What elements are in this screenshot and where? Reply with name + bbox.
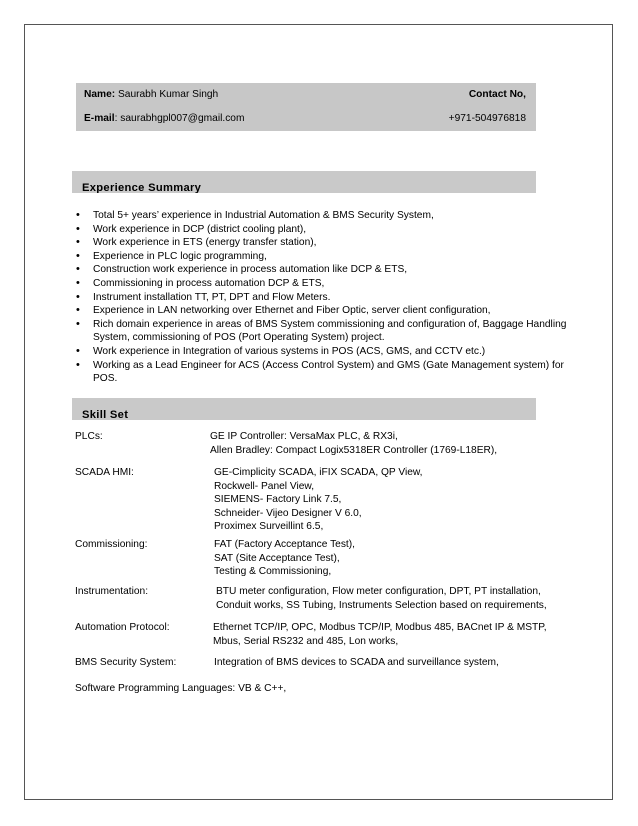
skill-line: BTU meter configuration, Flow meter configuration, DPT, PT installation, [216, 586, 541, 597]
list-item: • Work experience in ETS (energy transfer station), [75, 236, 575, 250]
list-item: • Working as a Lead Engineer for ACS (Access Control System) and GMS (Gate Management system) for POS. [75, 359, 575, 386]
skill-label: PLCs: [75, 431, 103, 442]
list-item: • Total 5+ years’ experience in Industrial Automation & BMS Security System, [75, 209, 575, 223]
skill-label: Commissioning: [75, 539, 148, 550]
skill-line: FAT (Factory Acceptance Test), [214, 539, 355, 550]
skill-line: Schneider- Vijeo Designer V 6.0, [214, 507, 362, 519]
phone-value: +971-504976818 [448, 113, 526, 124]
contact-header [76, 83, 536, 131]
name-value: Saurabh Kumar Singh [117, 89, 219, 100]
skill-line: SIEMENS- Factory Link 7.5, [214, 494, 342, 506]
email-label: E-mail [84, 113, 115, 124]
email-value: saurabhgpl007@gmail.com [120, 113, 245, 124]
list-item: • Rich domain experience in areas of BMS System commissioning and configuration of, Baggage Handling System, commissioning of POS (Port Operating System) project. [75, 318, 575, 345]
contact-label: Contact No, [468, 89, 526, 100]
list-item: • Work experience in Integration of various systems in POS (ACS, GMS, and CCTV etc.) [75, 345, 575, 359]
skill-label: BMS Security System: [75, 657, 177, 668]
skill-line: Conduit works, SS Tubing, Instruments Selection based on requirements, [216, 599, 547, 611]
skill-line: Allen Bradley: Compact Logix5318ER Controller (1769-L18ER), [210, 444, 498, 456]
skill-line: GE IP Controller: VersaMax PLC, & RX3i, [210, 431, 398, 442]
skill-line: Rockwell- Panel View, [214, 480, 315, 492]
name-label: Name: [84, 89, 116, 100]
skill-line: Ethernet TCP/IP, OPC, Modbus TCP/IP, Modbus 485, BACnet IP & MSTP, [213, 622, 547, 633]
skills-title: Skill Set [82, 409, 129, 420]
skills-section-header [72, 398, 536, 420]
list-item: • Experience in LAN networking over Ethernet and Fiber Optic, server client configuration, [75, 304, 575, 318]
skill-line: Mbus, Serial RS232 and 485, Lon works, [213, 635, 399, 647]
email-separator: : [114, 113, 118, 124]
experience-list [75, 209, 575, 386]
list-item: • Instrument installation TT, PT, DPT and Flow Meters. [75, 291, 575, 305]
list-item: • Construction work experience in process automation like DCP & ETS, [75, 263, 575, 277]
skill-label: Automation Protocol: [75, 622, 170, 633]
skill-line: GE-Cimplicity SCADA, iFIX SCADA, QP View, [214, 467, 423, 478]
skill-line: Proximex Surveillint 6.5, [214, 521, 324, 533]
skill-label: Instrumentation: [75, 586, 149, 597]
experience-section-header [72, 171, 536, 193]
skill-line: SAT (Site Acceptance Test), [214, 552, 340, 564]
list-item: • Commissioning in process automation DCP & ETS, [75, 277, 575, 291]
programming-languages: Software Programming Languages: VB & C++, [75, 683, 287, 694]
skill-line: Integration of BMS devices to SCADA and surveillance system, [214, 657, 499, 668]
list-item: • Work experience in DCP (district cooling plant), [75, 223, 575, 237]
experience-title: Experience Summary [82, 182, 202, 193]
skill-line: Testing & Commissioning, [214, 566, 332, 578]
list-item: • Experience in PLC logic programming, [75, 250, 575, 264]
skill-label: SCADA HMI: [75, 467, 134, 478]
